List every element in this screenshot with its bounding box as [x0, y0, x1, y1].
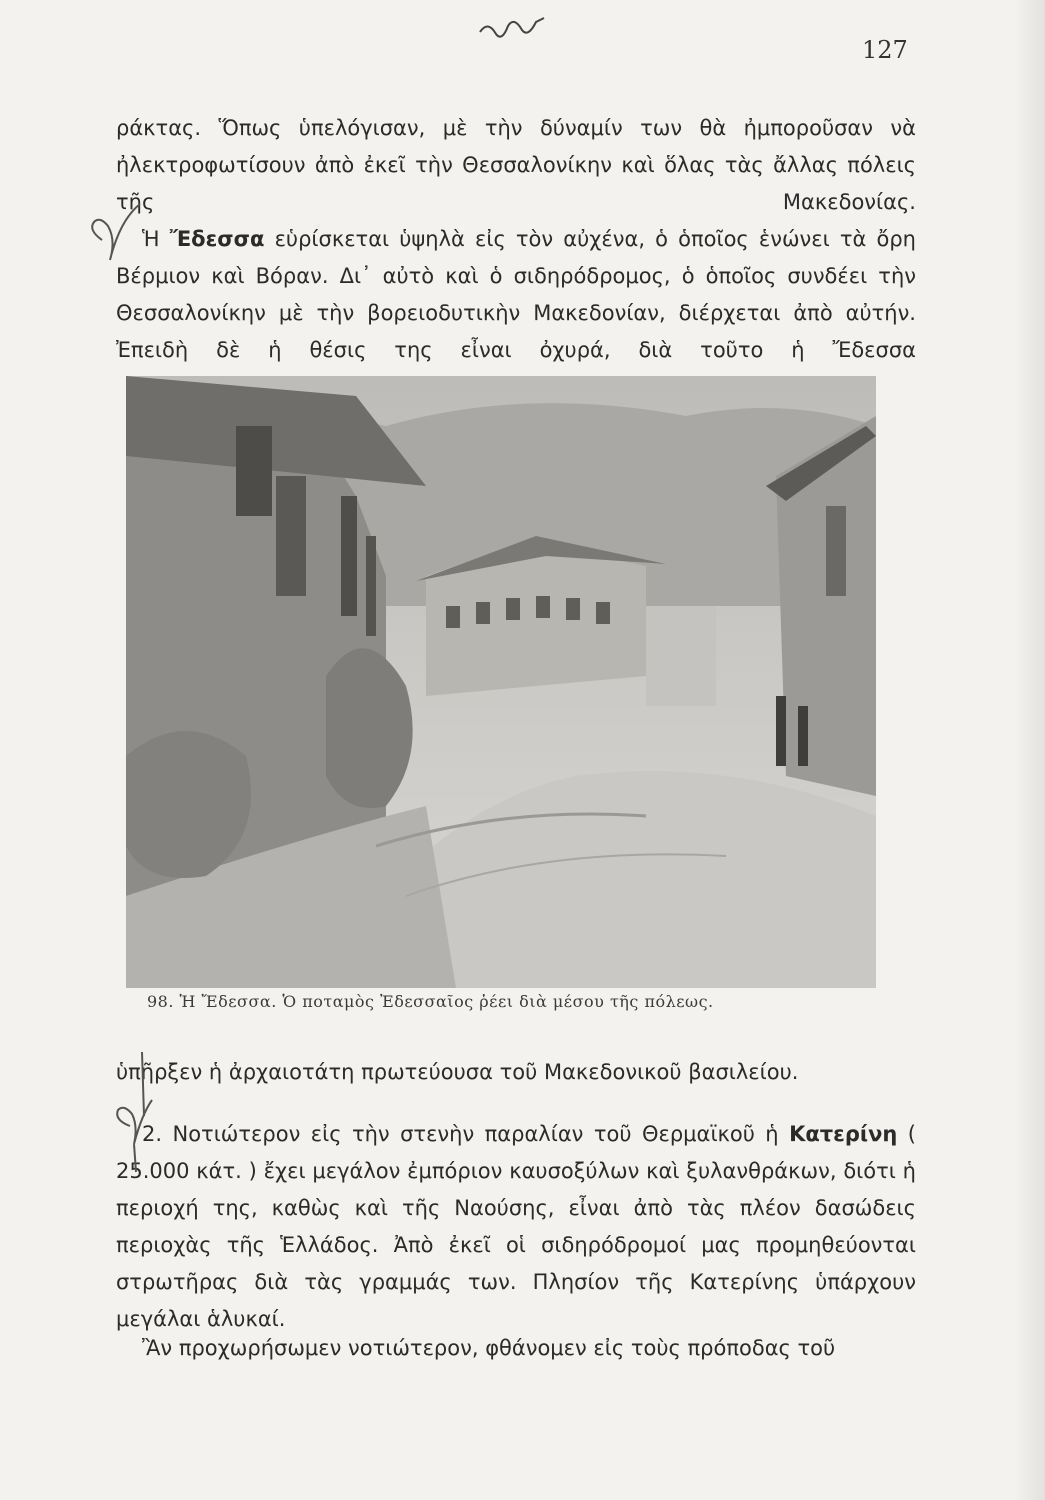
edessa-heading: Ἔδεσσα	[169, 227, 265, 251]
paragraph-katerini	[116, 1116, 916, 1338]
paragraph-katerini-body: ( 25.000 κάτ. ) ἔχει μεγάλον ἐμπόριον καυσοξύλων καὶ ξυλανθράκων, διότι ἡ περιοχή της, καθὼς καὶ τῆς Ναούσης, εἶναι ἀπὸ τὰς πλέον δασώδεις περιοχὰς τῆς Ἑλλάδος. Ἀπὸ ἐκεῖ οἱ σιδηρόδρομοί μας προμηθεύονται στρωτῆρας διὰ τὰς γραμμάς των. Πλησίον τῆς Κατερίνης ὑπάρχουν μεγάλαι ἁλυκαί.	[116, 1122, 916, 1331]
figure-caption: 98. Ἡ Ἔδεσσα. Ὁ ποταμὸς Ἐδεσσαῖος ῥέει διὰ μέσου τῆς πόλεως.	[147, 992, 714, 1011]
paragraph-edessa-lead: Ἡ	[142, 227, 170, 251]
katerini-heading: Κατερίνη	[789, 1122, 898, 1146]
figure-photo-edessa	[126, 376, 876, 988]
photo-illustration	[126, 376, 876, 988]
paragraph-edessa	[116, 221, 916, 369]
paragraph-1: ράκτας. Ὅπως ὑπελόγισαν, μὲ τὴν δύναμίν των θὰ ἠμποροῦσαν νὰ ἠλεκτροφωτίσουν ἀπὸ ἐκεῖ τὴν Θεσσαλονίκην καὶ ὅλας τὰς ἄλλας πόλεις τῆς Μακεδονίας.	[116, 116, 916, 214]
paragraph-katerini-lead: Νοτιώτερον εἰς τὴν στενὴν παραλίαν τοῦ Θερμαϊκοῦ ἡ	[172, 1122, 790, 1146]
pencil-check-mark	[80, 200, 160, 280]
pencil-check-mark-2	[100, 1096, 160, 1176]
top-squiggle-mark	[478, 12, 548, 42]
paragraph-capital: ὑπῆρξεν ἡ ἀρχαιοτάτη πρωτεύουσα τοῦ Μακεδονικοῦ βασιλείου.	[116, 1060, 799, 1084]
paragraph-edessa-body: εὑρίσκεται ὑψηλὰ εἰς τὸν αὐχένα, ὁ ὁποῖος ἑνώνει τὰ ὄρη Βέρμιον καὶ Βόραν. Δι᾽ αὐτὸ καὶ ὁ σιδηρόδρομος, ὁ ὁποῖος συνδέει τὴν Θεσσαλονίκην μὲ τὴν βορειοδυτικὴν Μακεδονίαν, διέρχεται ἀπὸ αὐτήν. Ἐπειδὴ δὲ ἡ θέσις της εἶναι ὀχυρά, διὰ τοῦτο ἡ Ἔδεσσα	[116, 227, 916, 362]
page-edge-shadow	[1015, 0, 1045, 1500]
paragraph-closing: Ἂν προχωρήσωμεν νοτιώτερον, φθάνομεν εἰς τοὺς πρόποδας τοῦ	[142, 1336, 836, 1360]
section-number: 2.	[142, 1122, 173, 1146]
page-number: 127	[862, 36, 908, 64]
